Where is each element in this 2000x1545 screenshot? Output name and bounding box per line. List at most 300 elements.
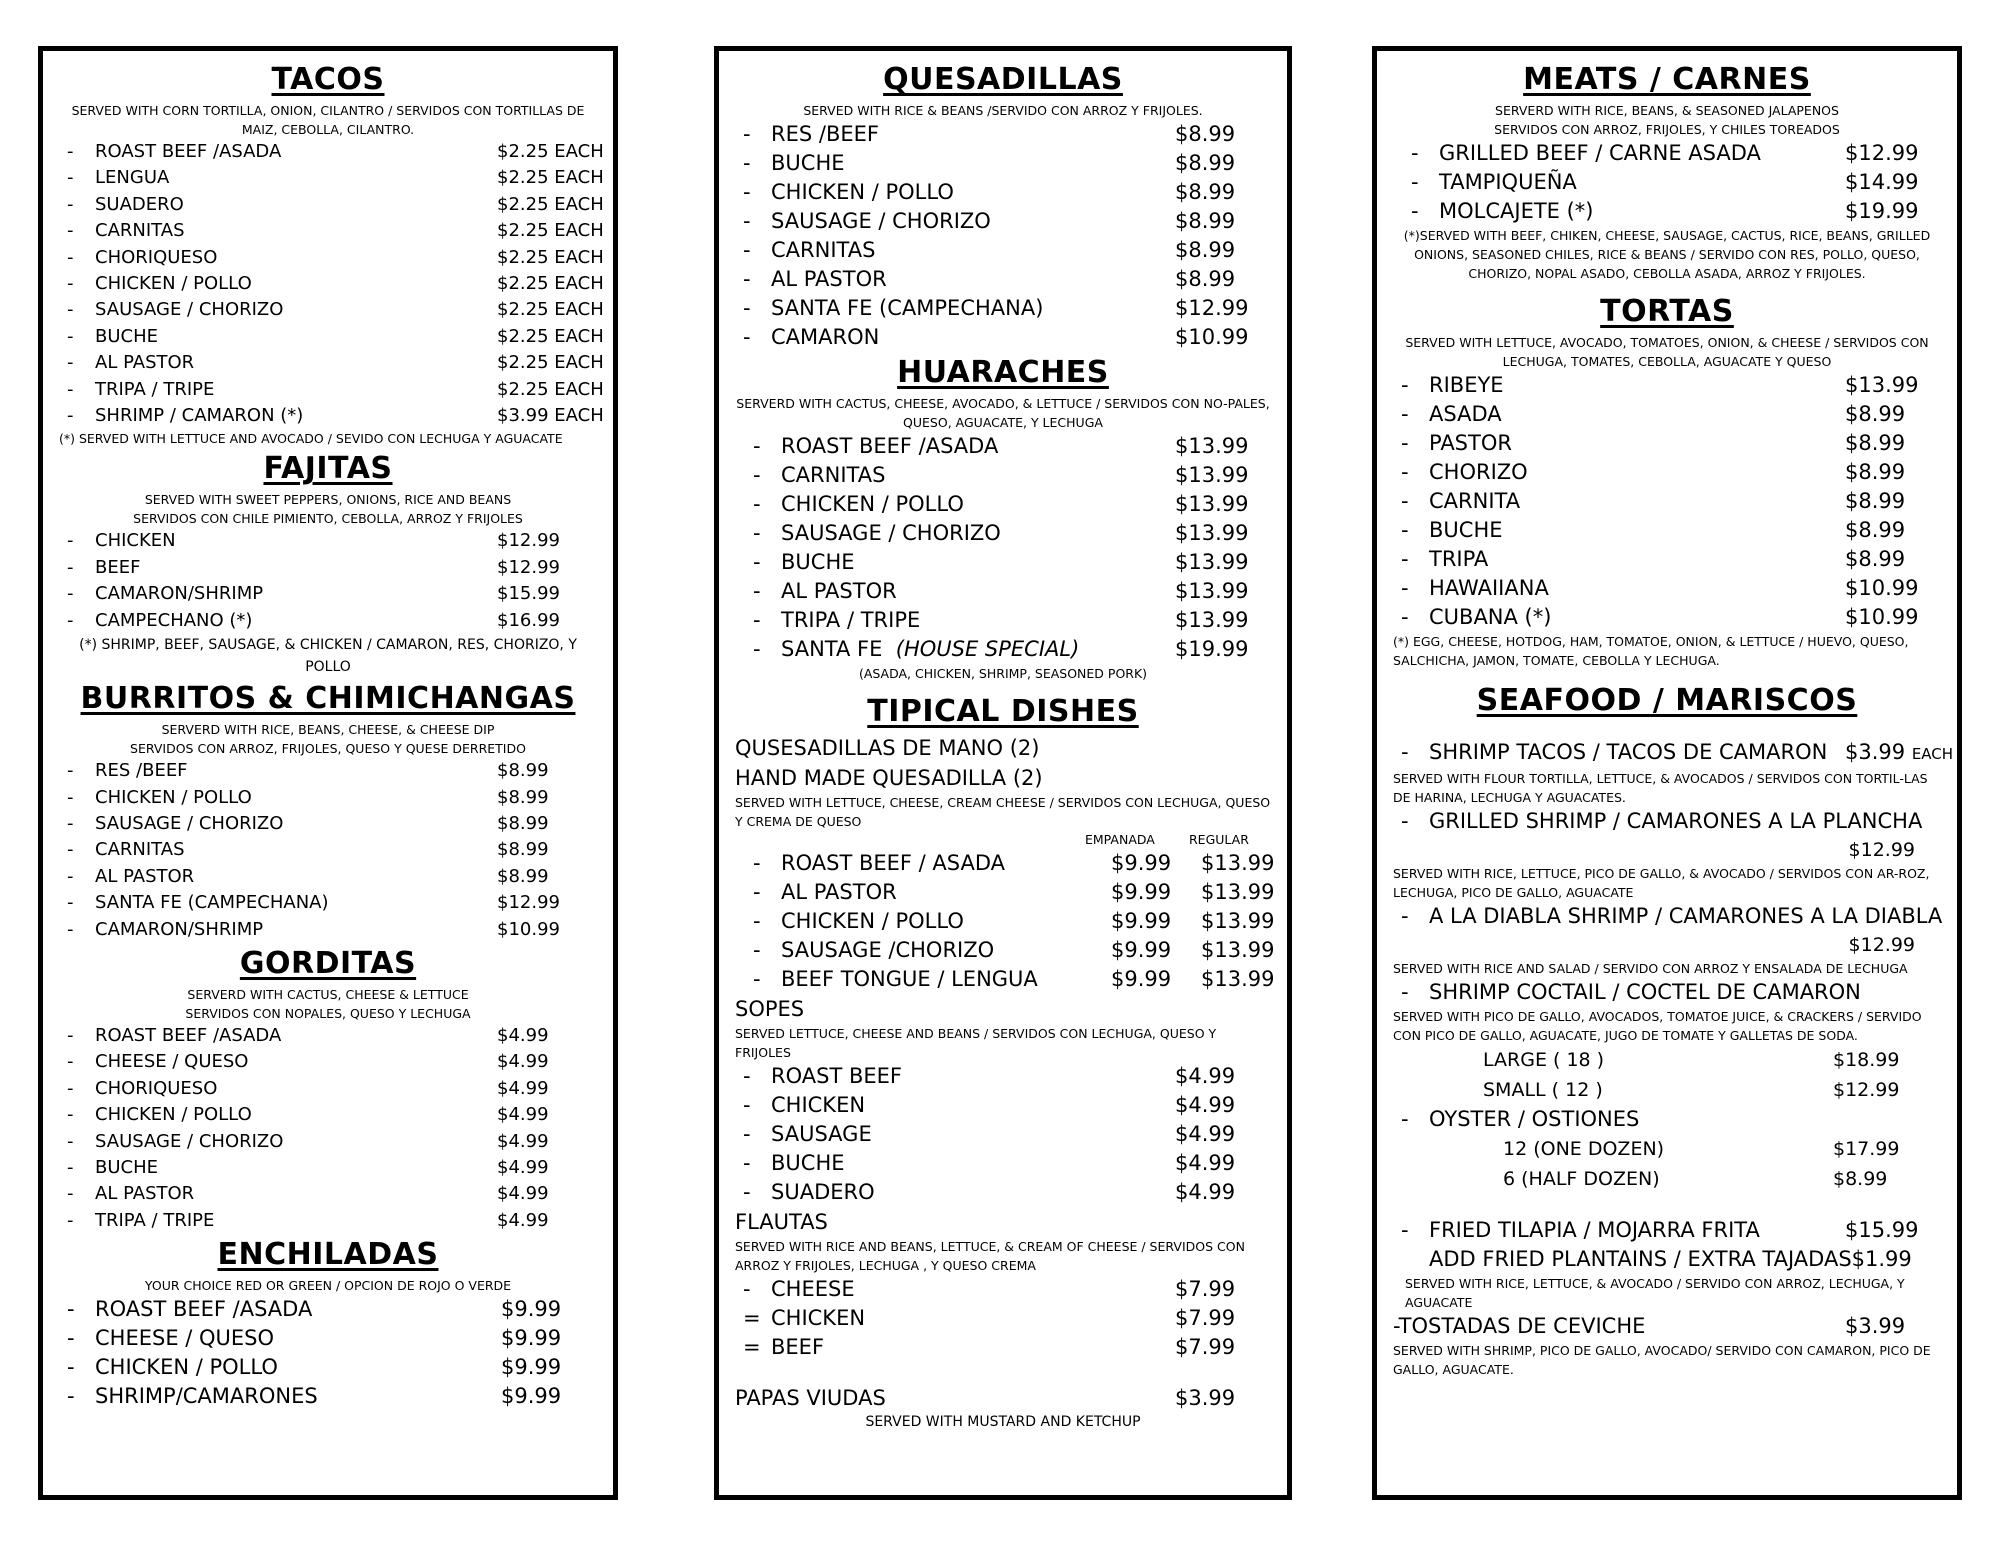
item-name: PASTOR (1429, 431, 1512, 455)
menu-item: - SHRIMP COCTAIL / COCTEL DE CAMARON (1393, 978, 1941, 1007)
burritos-section (59, 680, 597, 943)
regular-price: $13.99 (1201, 938, 1275, 962)
item-name: AL PASTOR (95, 865, 195, 887)
item-name: BUCHE (771, 151, 845, 175)
item-price: $2.25 EACH (497, 246, 604, 268)
item-dash: - (743, 1093, 751, 1117)
menu-item (745, 548, 1271, 577)
menu-item (745, 907, 1275, 936)
item-dash: - (67, 405, 74, 427)
item-dash: - (67, 760, 74, 782)
item-dash: - (743, 1122, 751, 1146)
item-name: CHICKEN / POLLO (95, 273, 252, 295)
item-name: FRIED TILAPIA / MOJARRA FRITA (1429, 1218, 1760, 1242)
item-note: SERVED WITH FLOUR TORTILLA, LETTUCE, & AVOCADOS / SERVIDOS CON TORTIL-LAS DE HARINA, LECHUGA Y AGUACATES. (1393, 771, 1928, 805)
menu-item (59, 1102, 597, 1128)
item-price: $8.99 (1175, 209, 1236, 233)
item-dash: - (67, 273, 74, 295)
menu-item (735, 178, 1271, 207)
menu-item (59, 758, 597, 784)
menu-item (735, 1275, 1271, 1304)
section-note: SERVERD WITH RICE, BEANS, CHEESE, & CHEESE DIP (161, 722, 495, 738)
item-dash: - (1401, 605, 1409, 629)
item-dash: - (67, 839, 74, 861)
item-dash: - (1401, 518, 1409, 542)
menu-item (735, 1304, 1271, 1333)
section-note: YOUR CHOICE RED OR GREEN / OPCION DE ROJO O VERDE (144, 1278, 512, 1294)
menu-item (1393, 603, 1941, 632)
item-price: $2.25 EACH (497, 273, 604, 295)
item-name: A LA DIABLA SHRIMP / CAMARONES A LA DIABLA (1429, 904, 1943, 928)
item-name: AL PASTOR (781, 579, 897, 603)
item-price: $19.99 (1175, 637, 1249, 661)
item-price: $4.99 (497, 1104, 549, 1126)
section-title: FAJITAS (263, 451, 393, 487)
item-name: CHICKEN (771, 1093, 866, 1117)
menu-item (1393, 458, 1941, 487)
size-price: $8.99 (1833, 1168, 1888, 1190)
menu-item (59, 1382, 597, 1411)
item-price: $1.99 (1851, 1247, 1912, 1271)
quesadillas-section (735, 61, 1271, 352)
item-price: $3.99 (1845, 1314, 1906, 1338)
item-price: $13.99 (1175, 579, 1249, 603)
menu-item (1393, 574, 1941, 603)
item-dash: - (753, 463, 761, 487)
item-dash: - (753, 909, 761, 933)
item-note: SERVED WITH RICE, LETTUCE, PICO DE GALLO, & AVOCADO / SERVIDOS CON AR-ROZ, LECHUGA, PICO DE GALLO, AGUACATE (1393, 866, 1930, 900)
section-title: BURRITOS & CHIMICHANGAS (80, 681, 576, 717)
item-name: RIBEYE (1429, 373, 1504, 397)
menu-item (59, 528, 597, 554)
menu-item (1393, 487, 1941, 516)
section-note: SERVIDOS CON NOPALES, QUESO Y LECHUGA (185, 1005, 471, 1021)
item-price: $2.25 EACH (497, 193, 604, 215)
item-price: $7.99 (1175, 1306, 1236, 1330)
item-price: $4.99 (497, 1183, 549, 1205)
menu-item (735, 265, 1271, 294)
menu-item (735, 294, 1271, 323)
menu-item-special: - SANTA FE (HOUSE SPECIAL) $19.99 (735, 635, 1271, 664)
empanada-price: $9.99 (1111, 909, 1172, 933)
item-price: $12.99 (1848, 839, 1915, 861)
item-dash: - (743, 296, 751, 320)
item-dash: - (67, 1077, 74, 1099)
item-dash: - (67, 1209, 74, 1231)
item-dash: - (743, 209, 751, 233)
item-name: ROAST BEEF / ASADA (781, 851, 1006, 875)
house-special-tag: (HOUSE SPECIAL) (895, 637, 1080, 661)
item-name: SHRIMP/CAMARONES (95, 1384, 318, 1409)
item-price: $19.99 (1845, 199, 1919, 223)
item-name: CHEESE / QUESO (95, 1051, 249, 1073)
item-dash: - (67, 812, 74, 834)
menu-item (745, 490, 1271, 519)
menu-item (59, 555, 597, 581)
item-dash: - (743, 180, 751, 204)
item-price: $13.99 (1175, 608, 1249, 632)
item-name: BUCHE (781, 550, 855, 574)
menu-item (59, 1023, 597, 1049)
menu-item (735, 323, 1271, 352)
item-price: $4.99 (497, 1077, 549, 1099)
menu-item (59, 1076, 597, 1102)
footnote: (*) EGG, CHEESE, HOTDOG, HAM, TOMATOE, ONION, & LETTUCE / HUEVO, QUESO, SALCHICHA, JAMON, TOMATE, CEBOLLA Y LECHUGA. (1393, 634, 1909, 668)
item-name: CARNITAS (781, 463, 886, 487)
regular-price: $13.99 (1201, 967, 1275, 991)
item-price: $12.99 (1845, 141, 1919, 165)
item-price: $4.99 (497, 1130, 549, 1152)
menu-item (745, 936, 1275, 965)
item-price: $8.99 (1845, 489, 1906, 513)
item-price: $4.99 (1175, 1064, 1236, 1088)
menu-item (1403, 197, 1941, 226)
item-name: ROAST BEEF /ASADA (95, 1297, 313, 1322)
item-dash: - (1401, 402, 1409, 426)
item-name: GRILLED SHRIMP / CAMARONES A LA PLANCHA (1429, 809, 1923, 833)
item-dash: - (1411, 170, 1419, 194)
item-dash: - (67, 325, 74, 347)
item-name: ROAST BEEF /ASADA (95, 1024, 282, 1046)
item-name: CHICKEN (771, 1306, 866, 1330)
empanada-price: $9.99 (1111, 880, 1172, 904)
item-name: PAPAS VIUDAS (735, 1386, 886, 1410)
section-note: SERVERD WITH CACTUS, CHEESE & LETTUCE (187, 986, 469, 1002)
item-note: SERVED WITH RICE, LETTUCE, & AVOCADO / SERVIDO CON ARROZ, LECHUGA, Y AGUACATE (1405, 1276, 1905, 1310)
item-price: $9.99 (501, 1384, 562, 1409)
section-note: SERVIDOS CON CHILE PIMIENTO, CEBOLLA, ARROZ Y FRIJOLES (133, 511, 523, 527)
item-dash: - (743, 1064, 751, 1088)
item-dash: - (753, 967, 761, 991)
menu-item (59, 218, 604, 244)
item-price: $15.99 (1845, 1218, 1919, 1242)
item-price: $4.99 (1175, 1180, 1236, 1204)
item-dash: - (1401, 547, 1409, 571)
item-name: BEEF (771, 1335, 825, 1359)
item-name: LENGUA (95, 167, 170, 189)
section-note: SERVED WITH MUSTARD AND KETCHUP (865, 1414, 1141, 1430)
item-price: $3.99 EACH (497, 405, 604, 427)
menu-item (59, 1353, 597, 1382)
item-price: $3.99 (1175, 1386, 1236, 1410)
subsection-title: SOPES (735, 997, 805, 1021)
item-name: SAUSAGE / CHORIZO (95, 299, 284, 321)
item-price: $10.99 (497, 918, 560, 940)
menu-item (59, 890, 597, 916)
menu-item (59, 271, 604, 297)
item-price: $2.25 EACH (497, 220, 604, 242)
menu-item (745, 849, 1275, 878)
item-name: CAMPECHANO (*) (95, 609, 253, 631)
item-name: ROAST BEEF /ASADA (95, 141, 282, 162)
item-dash: - (743, 122, 751, 146)
item-name: SANTA FE (CAMPECHANA) (95, 892, 329, 914)
item-price: $8.99 (1175, 122, 1236, 146)
item-price: $2.25 EACH (497, 352, 604, 374)
item-name: AL PASTOR (95, 1183, 195, 1205)
item-dash: - (743, 267, 751, 291)
item-price: $13.99 (1175, 550, 1249, 574)
item-dash: - (67, 1297, 75, 1322)
menu-item (59, 864, 597, 890)
gorditas-section (59, 945, 597, 1234)
item-dash: - (1401, 489, 1409, 513)
item-price: $10.99 (1845, 605, 1919, 629)
item-price: $8.99 (1175, 151, 1236, 175)
item-dash: - (67, 193, 74, 215)
item-note: SERVED WITH SHRIMP, PICO DE GALLO, AVOCADO/ SERVIDO CON CAMARON, PICO DE GALLO, AGUACATE. (1393, 1343, 1931, 1377)
item-dash: - (67, 1183, 74, 1205)
menu-item (735, 1333, 1271, 1362)
menu-item (1393, 429, 1941, 458)
item-price: $8.99 (1175, 238, 1236, 262)
item-name: ASADA (1429, 402, 1502, 426)
footnote: (*)SERVED WITH BEEF, CHIKEN, CHEESE, SAUSAGE, CACTUS, RICE, BEANS, GRILLED ONIONS, SEASONED CHILES, RICE & BEANS / SERVIDO CON RES, POLLO, QUESO, CHORIZO, NOPAL ASADO, CEBOLLA ASADA, ARROZ Y FRIJOLES. (1403, 228, 1931, 281)
item-name: CHICKEN / POLLO (95, 786, 252, 808)
item-name: RES /BEEF (95, 760, 188, 782)
size-name: LARGE ( 18 ) (1483, 1049, 1605, 1071)
item-name: CHORIQUESO (95, 246, 218, 268)
item-name: CHICKEN / POLLO (781, 909, 964, 933)
menu-item (59, 350, 604, 376)
item-price: $8.99 (497, 812, 549, 834)
item-price: $4.99 (497, 1209, 549, 1231)
item-name: SANTA FE (781, 637, 883, 661)
item-name: CAMARON/SHRIMP (95, 918, 264, 940)
item-name: CHEESE / QUESO (95, 1326, 275, 1351)
item-price: $7.99 (1175, 1277, 1236, 1301)
section-note: SERVERD WITH RICE, BEANS, & SEASONED JALAPENOS (1495, 103, 1839, 118)
item-price: $8.99 (1845, 431, 1906, 455)
item-dash: - (1401, 373, 1409, 397)
size-price: $18.99 (1833, 1049, 1900, 1071)
item-price: $2.25 EACH (497, 167, 604, 189)
item-dash: - (67, 530, 74, 552)
size-price: $17.99 (1833, 1138, 1900, 1160)
item-dash: - (67, 1384, 75, 1409)
item-name: AL PASTOR (771, 267, 887, 291)
item-dash: - (743, 1180, 751, 1204)
menu-item (745, 432, 1271, 461)
menu-item (59, 1129, 597, 1155)
item-dash: - (67, 352, 74, 374)
item-name: SAUSAGE /CHORIZO (781, 938, 995, 962)
footnote: (*) SERVED WITH LETTUCE AND AVOCADO / SEVIDO CON LECHUGA Y AGUACATE (59, 431, 563, 447)
menu-item (1403, 139, 1941, 168)
item-dash: - (67, 1024, 74, 1046)
item-name: CHEESE (771, 1277, 855, 1301)
item-dash: - (753, 608, 761, 632)
item-price: $2.25 EACH (497, 325, 604, 347)
item-price: $14.99 (1845, 170, 1919, 194)
item-price: $12.99 (497, 530, 560, 552)
item-dash: - (67, 918, 74, 940)
item-price: $13.99 (1175, 492, 1249, 516)
item-name: TRIPA / TRIPE (781, 608, 921, 632)
menu-item (1393, 516, 1941, 545)
item-dash: - (753, 851, 761, 875)
menu-item (1393, 1312, 1941, 1341)
item-name: ROAST BEEF (771, 1064, 902, 1088)
item-note: SERVED WITH PICO DE GALLO, AVOCADOS, TOMATOE JUICE, & CRACKERS / SERVIDO CON PICO DE GALLO, AGUACATE, JUGO DE TOMATE Y GALLETAS DE SODA. (1393, 1009, 1922, 1043)
item-price: $12.99 (497, 892, 560, 914)
section-title: MEATS / CARNES (1523, 62, 1811, 97)
menu-item (59, 1049, 597, 1075)
item-name: HAWAIIANA (1429, 576, 1549, 600)
menu-item (59, 1181, 597, 1207)
item-name: CAMARON (771, 325, 880, 349)
section-title: QUESADILLAS (883, 62, 1123, 97)
enchiladas-section (59, 1236, 597, 1411)
menu-item: - FRIED TILAPIA / MOJARRA FRITA $15.99 (1393, 1216, 1941, 1245)
item-price: $4.99 (1175, 1122, 1236, 1146)
item-name: SAUSAGE / CHORIZO (95, 812, 284, 834)
section-note: SERVED WITH LETTUCE, CHEESE, CREAM CHEESE / SERVIDOS CON LECHUGA, QUESO Y CREMA DE QUESO (735, 795, 1271, 829)
menu-item (735, 1062, 1271, 1091)
item-price: $2.25 EACH (497, 378, 604, 400)
item-price: $8.99 (497, 865, 549, 887)
item-name: BEEF TONGUE / LENGUA (781, 967, 1038, 991)
menu-column-left (38, 46, 618, 1500)
regular-header: REGULAR (1189, 832, 1249, 847)
size-option (1393, 1164, 1941, 1194)
menu-item (745, 519, 1271, 548)
menu-item (59, 608, 597, 634)
menu-item (735, 120, 1271, 149)
item-dash: - (67, 141, 74, 162)
item-dash: - (67, 299, 74, 321)
menu-item (735, 236, 1271, 265)
empanada-price: $9.99 (1111, 938, 1172, 962)
item-name: CHICKEN / POLLO (771, 180, 954, 204)
item-name: OYSTER / OSTIONES (1429, 1107, 1640, 1131)
item-price: $12.99 (1175, 296, 1249, 320)
item-price: $13.99 (1845, 373, 1919, 397)
section-note: SERVIDOS CON ARROZ, FRIJOLES, Y CHILES TOREADOS (1494, 122, 1840, 137)
item-name: TRIPA (1429, 547, 1489, 571)
item-price: $10.99 (1845, 576, 1919, 600)
footnote: (*) SHRIMP, BEEF, SAUSAGE, & CHICKEN / CAMARON, RES, CHORIZO, Y POLLO (79, 637, 577, 676)
item-dash: - (1411, 199, 1419, 223)
menu-item (735, 1120, 1271, 1149)
item-dash: - (1401, 460, 1409, 484)
item-price: $4.99 (1175, 1093, 1236, 1117)
item-price: $9.99 (501, 1297, 562, 1322)
menu-item (59, 785, 597, 811)
section-note: SERVERD WITH CACTUS, CHEESE, AVOCADO, & LETTUCE / SERVIDOS CON NO-PALES, QUESO, AGUACATE, Y LECHUGA (736, 396, 1270, 430)
item-dash: - (67, 786, 74, 808)
menu-column-middle (714, 46, 1292, 1500)
menu-item (735, 1178, 1271, 1207)
item-price: $8.99 (497, 839, 549, 861)
item-dash: - (753, 550, 761, 574)
item-name: BEEF (95, 556, 141, 578)
empanada-header: EMPANADA (1085, 832, 1155, 847)
menu-item (735, 207, 1271, 236)
empanada-price: $9.99 (1111, 967, 1172, 991)
menu-item (59, 917, 597, 943)
item-dash: - (753, 521, 761, 545)
item-name: -TOSTADAS DE CEVICHE (1393, 1314, 1646, 1338)
item-price: $13.99 (1175, 521, 1249, 545)
item-price: $4.99 (1175, 1151, 1236, 1175)
menu-item (59, 297, 604, 323)
price-column-headers (735, 831, 1271, 849)
item-name: BUCHE (95, 325, 158, 347)
menu-item (1393, 400, 1941, 429)
menu-item (745, 461, 1271, 490)
item-name: AL PASTOR (781, 880, 897, 904)
menu-item (735, 1091, 1271, 1120)
item-dash: = (743, 1335, 761, 1359)
subsection-title: HAND MADE QUESADILLA (2) (735, 766, 1043, 790)
item-price: $13.99 (1175, 463, 1249, 487)
menu-item (1403, 168, 1941, 197)
item-price: $4.99 (497, 1051, 549, 1073)
item-name: SAUSAGE (771, 1122, 872, 1146)
menu-column-right (1372, 46, 1962, 1500)
item-name: SANTA FE (CAMPECHANA) (771, 296, 1044, 320)
item-dash: - (753, 880, 761, 904)
menu-item: - GRILLED SHRIMP / CAMARONES A LA PLANCHA (1393, 807, 1941, 836)
menu-item (745, 577, 1271, 606)
menu-item (735, 1149, 1271, 1178)
item-dash: - (67, 865, 74, 887)
menu-item (1393, 545, 1941, 574)
section-title: ENCHILADAS (217, 1237, 439, 1273)
item-name: CUBANA (*) (1429, 605, 1552, 629)
item-price: $8.99 (1845, 518, 1906, 542)
item-price: $8.99 (1845, 402, 1906, 426)
section-note: SERVED WITH RICE & BEANS /SERVIDO CON ARROZ Y FRIJOLES. (803, 103, 1203, 118)
item-dash: - (67, 1130, 74, 1152)
item-dash: - (753, 434, 761, 458)
subsection-title: QUSESADILLAS DE MANO (2) (735, 736, 1040, 760)
section-note: SERVED WITH LETTUCE, AVOCADO, TOMATOES, ONION, & CHEESE / SERVIDOS CON LECHUGA, TOMATES, CEBOLLA, AGUACATE Y QUESO (1405, 335, 1929, 369)
menu-item (59, 1208, 597, 1234)
item-name: SHRIMP COCTAIL / COCTEL DE CAMARON (1429, 980, 1861, 1004)
item-name: GRILLED BEEF / CARNE ASADA (1439, 141, 1761, 165)
fajitas-section (59, 450, 597, 678)
item-dash: - (1411, 141, 1419, 165)
menu-item (745, 965, 1275, 994)
empanada-price: $9.99 (1111, 851, 1172, 875)
section-note: SERVED LETTUCE, CHEESE AND BEANS / SERVIDOS CON LECHUGA, QUESO Y FRIJOLES (735, 1026, 1217, 1060)
item-dash: - (67, 1355, 75, 1380)
section-note: SERVED WITH RICE AND BEANS, LETTUCE, & CREAM OF CHEESE / SERVIDOS CON ARROZ Y FRIJOLES, LECHUGA , Y QUESO CREMA (735, 1239, 1245, 1273)
menu-item (59, 1295, 597, 1324)
item-price: $12.99 (1848, 934, 1915, 956)
seafood-section (1393, 682, 1954, 1379)
meats-section (1393, 61, 1941, 283)
item-name: TRIPA / TRIPE (95, 378, 215, 400)
menu-item: - OYSTER / OSTIONES (1393, 1105, 1941, 1134)
item-name: SUADERO (95, 193, 184, 215)
item-name: SAUSAGE / CHORIZO (781, 521, 1001, 545)
item-price: $7.99 (1175, 1335, 1236, 1359)
item-name: BUCHE (1429, 518, 1503, 542)
item-name: CARNITAS (95, 839, 185, 861)
section-title: TORTAS (1600, 294, 1734, 329)
item-name: SHRIMP TACOS / TACOS DE CAMARON (1429, 740, 1828, 764)
size-option (1393, 1075, 1941, 1105)
size-option (1393, 1045, 1941, 1075)
item-name: CHORIQUESO (95, 1077, 218, 1099)
menu-item (1393, 371, 1941, 400)
item-price: $8.99 (1845, 547, 1906, 571)
item-price: $8.99 (1845, 460, 1906, 484)
item-price: $12.99 (497, 556, 560, 578)
